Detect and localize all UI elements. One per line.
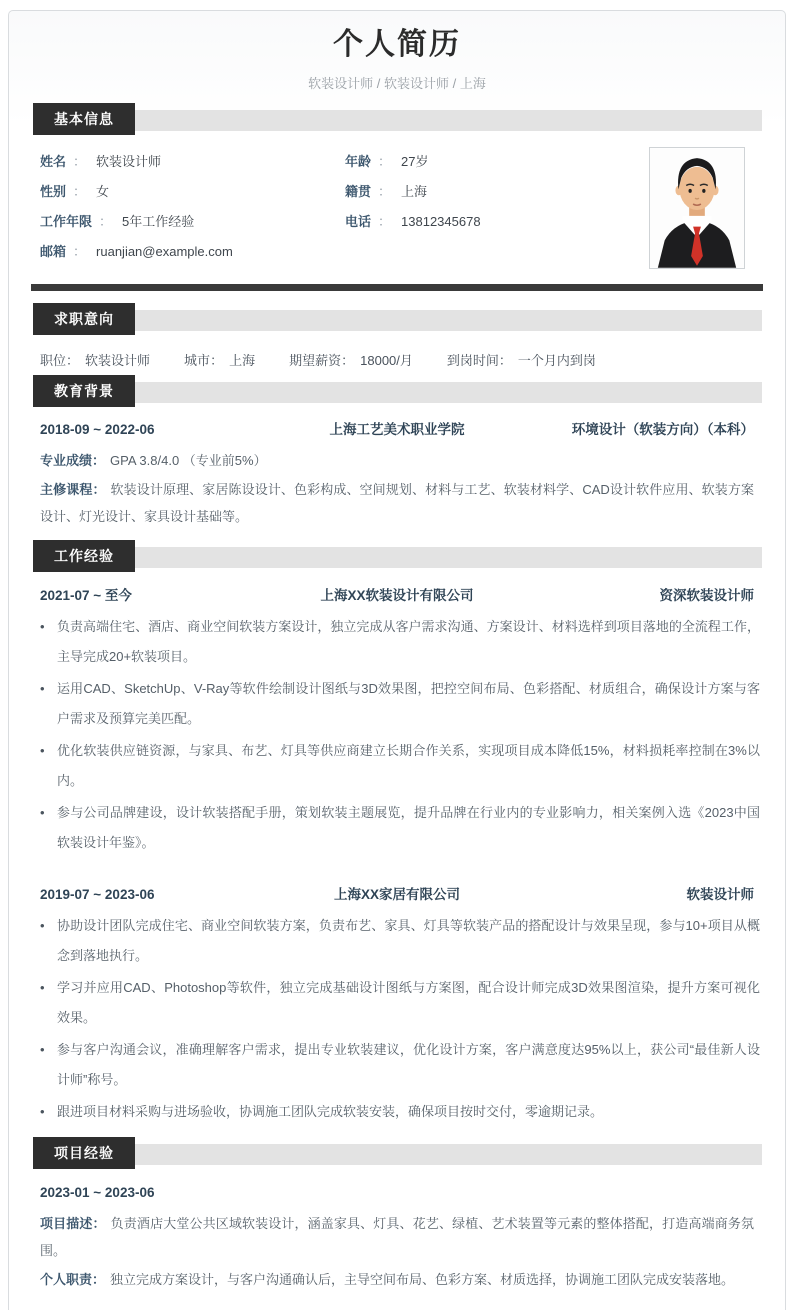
bullet-list bbox=[33, 612, 761, 858]
education-period: 2018-09 ~ 2022-06 bbox=[40, 422, 155, 437]
education-school: 上海工艺美术职业学院 bbox=[329, 422, 465, 437]
paragraph-colon: ： bbox=[92, 482, 106, 497]
intention-item bbox=[184, 350, 255, 369]
labeled-paragraph bbox=[40, 1266, 754, 1293]
intention-label: 职位 bbox=[40, 353, 67, 368]
section-heading-badge: 基本信息 bbox=[33, 103, 135, 135]
section-bar-track bbox=[33, 382, 762, 403]
section-heading-badge: 项目经验 bbox=[33, 1137, 135, 1169]
basic-info-right-column bbox=[345, 147, 481, 267]
job-title: 软装设计师 bbox=[686, 887, 754, 902]
section-divider bbox=[31, 284, 763, 291]
job-company: 上海XX软装设计有限公司 bbox=[320, 588, 474, 603]
intention-colon: ： bbox=[210, 353, 224, 368]
field-colon: ： bbox=[73, 184, 87, 199]
bullet-dot-icon: • bbox=[40, 1104, 45, 1119]
field-label: 性别 bbox=[40, 184, 67, 199]
bullet-text: 协助设计团队完成住宅、商业空间软装方案，负责布艺、家具、灯具等软装产品的搭配设计与效果呈现，参与10+项目从概念到落地执行。 bbox=[57, 918, 760, 963]
intention-label: 到岗时间 bbox=[446, 353, 499, 368]
paragraph-text: 软装设计原理、家居陈设设计、色彩构成、空间规划、材料与工艺、软装材料学、CAD设计软件应用、软装方案设计、灯光设计、家具设计基础等。 bbox=[40, 482, 754, 524]
intention-colon: ： bbox=[498, 353, 512, 368]
intention-item bbox=[40, 350, 150, 369]
basic-info-field bbox=[40, 237, 345, 267]
field-value: 13812345678 bbox=[401, 214, 481, 229]
job-period: 2021-07 ~ 至今 bbox=[40, 588, 132, 603]
field-colon: ： bbox=[73, 154, 87, 169]
section-heading-badge: 教育背景 bbox=[33, 375, 135, 407]
paragraph-label: 主修课程 bbox=[40, 482, 93, 497]
field-value: ruanjian@example.com bbox=[96, 244, 233, 259]
basic-info-block bbox=[33, 147, 761, 271]
bullet-text: 运用CAD、SketchUp、V-Ray等软件绘制设计图纸与3D效果图，把控空间布局、色彩搭配、材质组合，确保设计方案与客户需求及预算完美匹配。 bbox=[57, 681, 760, 726]
paragraph-text: GPA 3.8/4.0 （专业前5%） bbox=[110, 453, 267, 468]
job-entry bbox=[9, 586, 785, 858]
basic-info-field bbox=[345, 177, 481, 207]
job-period: 2019-07 ~ 2023-06 bbox=[40, 887, 155, 902]
bullet-dot-icon: • bbox=[40, 681, 45, 696]
basic-info-field bbox=[345, 147, 481, 177]
basic-info-left-column bbox=[40, 147, 345, 267]
field-colon: ： bbox=[73, 244, 87, 259]
field-value: 女 bbox=[96, 184, 110, 199]
job-title: 资深软装设计师 bbox=[659, 588, 754, 603]
section-job-intention-bar bbox=[33, 303, 761, 335]
field-label: 电话 bbox=[345, 214, 372, 229]
section-bar-track bbox=[33, 110, 762, 131]
page-title: 个人简历 bbox=[333, 28, 461, 61]
bullet-item bbox=[40, 612, 760, 672]
intention-colon: ： bbox=[341, 353, 355, 368]
field-value: 5年工作经验 bbox=[122, 214, 195, 229]
project-period: 2023-01 ~ 2023-06 bbox=[40, 1185, 155, 1200]
paragraph-label: 专业成绩 bbox=[40, 453, 93, 468]
intention-value: 一个月内到岗 bbox=[517, 353, 596, 368]
section-bar-track bbox=[33, 547, 762, 568]
paragraph-text: 独立完成方案设计，与客户沟通确认后，主导空间布局、色彩方案、材质选择，协调施工团队完成安装落地。 bbox=[110, 1272, 735, 1287]
field-colon: ： bbox=[99, 214, 113, 229]
paragraph-text: 负责酒店大堂公共区域软装设计，涵盖家具、灯具、花艺、绿植、艺术装置等元素的整体搭配，打造高端商务氛围。 bbox=[40, 1216, 754, 1258]
intention-item bbox=[289, 350, 413, 369]
bullet-list bbox=[33, 911, 761, 1127]
intention-value: 18000/月 bbox=[360, 353, 413, 368]
male-id-photo bbox=[649, 147, 745, 269]
paragraph-colon: ： bbox=[92, 1216, 106, 1231]
education-degree: 环境设计（软装方向）（本科） bbox=[571, 422, 754, 437]
field-label: 姓名 bbox=[40, 154, 67, 169]
bullet-text: 负责高端住宅、酒店、商业空间软装方案设计，独立完成从客户需求沟通、方案设计、材料选样到项目落地的全流程工作，主导完成20+软装项目。 bbox=[57, 619, 760, 664]
bullet-text: 跟进项目材料采购与进场验收，协调施工团队完成软装安装，确保项目按时交付，零逾期记录。 bbox=[57, 1104, 604, 1119]
section-basic-info-bar bbox=[33, 103, 761, 135]
labeled-paragraph bbox=[40, 476, 754, 530]
field-value: 27岁 bbox=[401, 154, 429, 169]
bullet-dot-icon: • bbox=[40, 1042, 45, 1057]
field-label: 邮箱 bbox=[40, 244, 67, 259]
field-colon: ： bbox=[378, 184, 392, 199]
job-company: 上海XX家居有限公司 bbox=[333, 887, 460, 902]
bullet-item bbox=[40, 736, 760, 796]
education-header bbox=[33, 420, 761, 440]
field-value: 上海 bbox=[401, 184, 428, 199]
field-value: 软装设计师 bbox=[96, 154, 162, 169]
field-label: 籍贯 bbox=[345, 184, 372, 199]
field-colon: ： bbox=[378, 214, 392, 229]
section-bar-track bbox=[33, 1144, 762, 1165]
bullet-dot-icon: • bbox=[40, 619, 45, 634]
paragraph-colon: ： bbox=[92, 453, 106, 468]
paragraph-label: 个人职责 bbox=[40, 1272, 93, 1287]
labeled-paragraph bbox=[40, 447, 754, 474]
job-header bbox=[33, 885, 761, 905]
job-header bbox=[33, 586, 761, 606]
section-education-bar bbox=[33, 375, 761, 407]
bullet-text: 优化软装供应链资源，与家具、布艺、灯具等供应商建立长期合作关系，实现项目成本降低15%，材料损耗率控制在3%以内。 bbox=[57, 743, 760, 788]
basic-info-field bbox=[345, 207, 481, 237]
job-intention-row bbox=[33, 350, 761, 369]
intention-colon: ： bbox=[66, 353, 80, 368]
section-project-experience-bar bbox=[33, 1137, 761, 1169]
bullet-item bbox=[40, 798, 760, 858]
bullet-dot-icon: • bbox=[40, 805, 45, 820]
education-details bbox=[33, 447, 761, 530]
paragraph-colon: ： bbox=[92, 1272, 106, 1287]
intention-label: 期望薪资 bbox=[289, 353, 342, 368]
bullet-dot-icon: • bbox=[40, 743, 45, 758]
basic-info-field bbox=[40, 177, 345, 207]
basic-info-field bbox=[40, 147, 345, 177]
job-entry bbox=[9, 885, 785, 1127]
bullet-text: 参与公司品牌建设，设计软装搭配手册，策划软装主题展览，提升品牌在行业内的专业影响力，相关案例入选《2023中国软装设计年鉴》。 bbox=[57, 805, 760, 850]
section-heading-badge: 求职意向 bbox=[33, 303, 135, 335]
section-heading-badge: 工作经验 bbox=[33, 540, 135, 572]
basic-info-field bbox=[40, 207, 345, 237]
bullet-item bbox=[40, 973, 760, 1033]
paragraph-label: 项目描述 bbox=[40, 1216, 93, 1231]
resume-header bbox=[9, 11, 785, 92]
bullet-text: 参与客户沟通会议，准确理解客户需求，提出专业软装建议，优化设计方案，客户满意度达95%以上，获公司“最佳新人设计师”称号。 bbox=[57, 1042, 760, 1087]
work-experience-list bbox=[9, 586, 785, 1127]
bullet-text: 学习并应用CAD、Photoshop等软件，独立完成基础设计图纸与方案图，配合设计师完成3D效果图渲染，提升方案可视化效果。 bbox=[57, 980, 760, 1025]
project-details bbox=[33, 1210, 761, 1293]
bullet-item bbox=[40, 1035, 760, 1095]
bullet-dot-icon: • bbox=[40, 980, 45, 995]
page-subtitle: 软装设计师 / 软装设计师 / 上海 bbox=[308, 76, 486, 91]
intention-value: 软装设计师 bbox=[85, 353, 151, 368]
labeled-paragraph bbox=[40, 1210, 754, 1264]
section-bar-track bbox=[33, 310, 762, 331]
intention-label: 城市 bbox=[184, 353, 211, 368]
field-colon: ： bbox=[378, 154, 392, 169]
intention-value: 上海 bbox=[229, 353, 256, 368]
bullet-item bbox=[40, 911, 760, 971]
intention-item bbox=[447, 350, 596, 369]
section-work-experience-bar bbox=[33, 540, 761, 572]
bullet-item bbox=[40, 674, 760, 734]
field-label: 工作年限 bbox=[40, 214, 93, 229]
resume-card bbox=[8, 10, 786, 1310]
bullet-dot-icon: • bbox=[40, 918, 45, 933]
field-label: 年龄 bbox=[345, 154, 372, 169]
